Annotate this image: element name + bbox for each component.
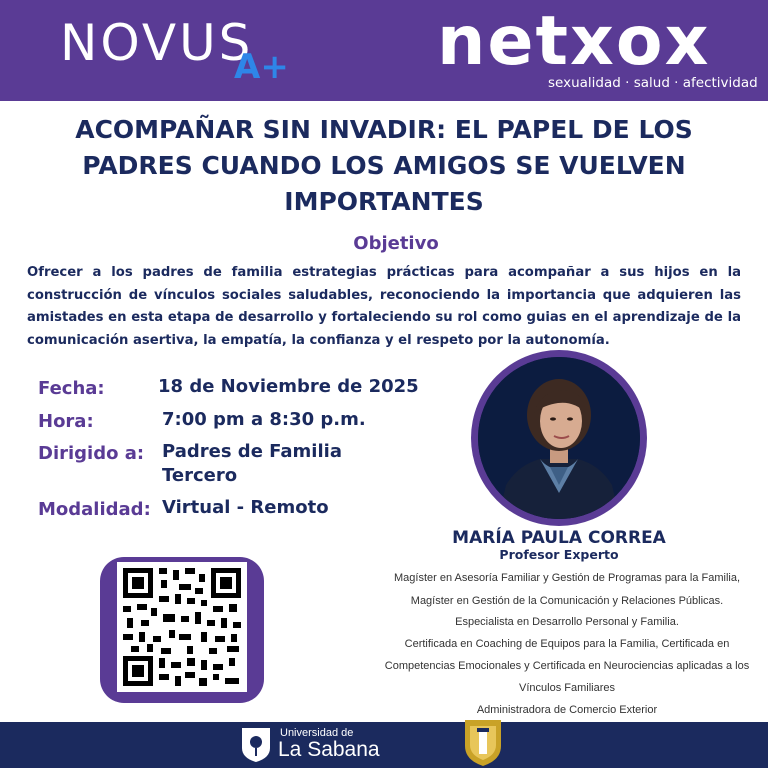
novus-logo-accent: A+: [234, 47, 289, 87]
speaker-credential: Certificada en Coaching de Equipos para la Familia, Certificada en: [404, 638, 730, 650]
netxox-tagline: sexualidad · salud · afectividad: [548, 75, 758, 91]
dirigido-value-line1: Padres de Familia: [162, 441, 342, 462]
speaker-name: MARÍA PAULA CORREA: [452, 528, 666, 548]
speaker-photo: [478, 357, 640, 519]
objetivo-text: Ofrecer a los padres de familia estrategias prácticas para acompañar a sus hijos en la construcción de vínculos sociales saludables, reconociendo la importancia que adquieren las amistades en esta etapa de desarrollo y fortaleciendo su rol como guias en el aprendizaje de la comunicación asertiva, la empatía, la confianza y el respeto por la autonomía.: [27, 265, 741, 348]
speaker-credential: Especialista en Desarrollo Personal y Familia.: [455, 616, 679, 628]
fecha-label: Fecha:: [38, 378, 105, 399]
header-banner: [0, 0, 768, 101]
qr-code-icon: [117, 562, 247, 692]
qr-code[interactable]: [117, 562, 247, 692]
university-name: La Sabana: [278, 738, 380, 761]
novus-logo: NOVUS: [60, 14, 254, 72]
sabana-shield-icon: [240, 724, 272, 764]
hora-value: 7:00 pm a 8:30 p.m.: [162, 409, 366, 430]
fecha-value: 18 de Noviembre de 2025: [158, 376, 419, 397]
speaker-credential: Competencias Emocionales y Certificada en Neurociencias aplicadas a los: [384, 660, 750, 672]
event-title: ACOMPAÑAR SIN INVADIR: EL PAPEL DE LOS PADRES CUANDO LOS AMIGOS SE VUELVEN IMPORTANTES: [75, 115, 693, 216]
netxox-logo: netxox: [437, 2, 711, 81]
dirigido-value-line2: Tercero: [162, 465, 238, 486]
footer-bar: [0, 722, 768, 768]
hora-label: Hora:: [38, 411, 94, 432]
speaker-role: Profesor Experto: [499, 547, 619, 562]
university-prefix: Universidad de: [280, 727, 354, 739]
objetivo-heading: Objetivo: [353, 233, 439, 254]
speaker-credential: Administradora de Comercio Exterior: [476, 704, 658, 716]
modalidad-label: Modalidad:: [38, 499, 151, 520]
school-crest-icon: [462, 718, 504, 768]
speaker-credential: Vínculos Familiares: [519, 682, 615, 694]
speaker-credential: Magíster en Gestión de la Comunicación y Relaciones Públicas.: [410, 595, 724, 607]
dirigido-label: Dirigido a:: [38, 443, 145, 464]
speaker-credential: Magíster en Asesoría Familiar y Gestión de Programas para la Familia,: [393, 572, 741, 584]
modalidad-value: Virtual - Remoto: [162, 497, 329, 518]
